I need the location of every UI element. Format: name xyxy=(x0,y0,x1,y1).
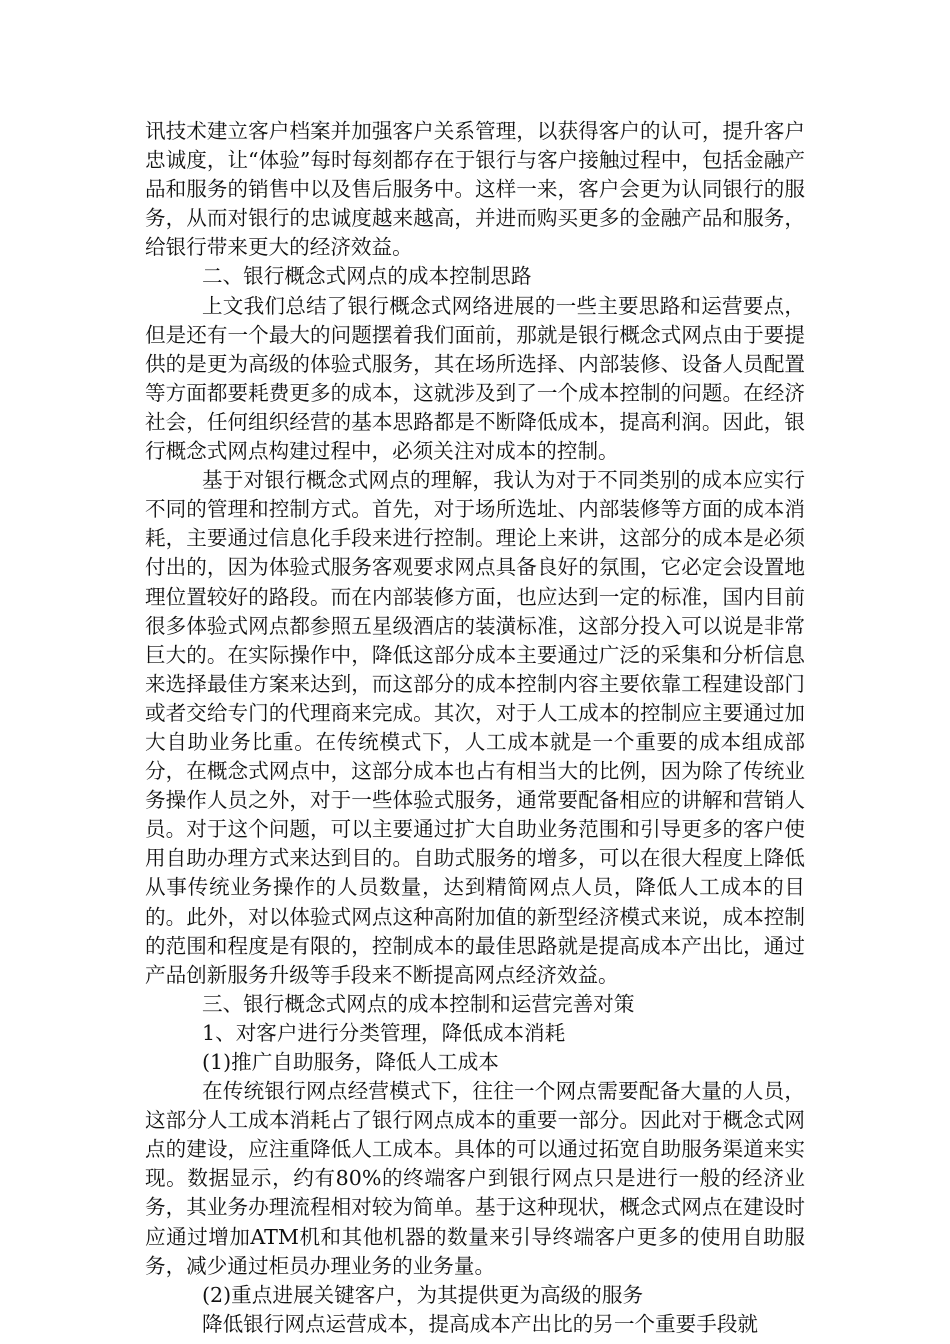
paragraph: 上文我们总结了银行概念式网络进展的一些主要思路和运营要点，但是还有一个最大的问题摆着我们面前，那就是银行概念式网点由于要提供的是更为高级的体验式服务，其在场所选择、内部装修、设备人员配置等方面都要耗费更多的成本，这就涉及到了一个成本控制的问题。在经济社会，任何组织经营的基本思路都是不断降低成本，提高利润。因此，银行概念式网点构建过程中，必须关注对成本的控制。 xyxy=(145,293,805,464)
sub-subsection-heading-1: (1)推广自助服务，降低人工成本 xyxy=(202,1050,499,1074)
subsection-heading-1: 1、对客户进行分类管理，降低成本消耗 xyxy=(202,1020,566,1045)
paragraph: 降低银行网点运营成本，提高成本产出比的另一个重要手段就 xyxy=(202,1311,759,1336)
section-heading-2: 二、银行概念式网点的成本控制思路 xyxy=(202,264,532,289)
paragraph-continuation: 讯技术建立客户档案并加强客户关系管理，以获得客户的认可，提升客户忠诚度，让“体验”每时每刻都存在于银行与客户接触过程中，包括金融产品和服务的销售中以及售后服务中。这样一来，客户会更为认同银行的服务，从而对银行的忠诚度越来越高，并进而购买更多的金融产品和服务，给银行带来更大的经济效益。 xyxy=(145,119,805,260)
document-page xyxy=(145,117,805,1339)
paragraph: 基于对银行概念式网点的理解，我认为对于不同类别的成本应实行不同的管理和控制方式。首先，对于场所选址、内部装修等方面的成本消耗，主要通过信息化手段来进行控制。理论上来讲，这部分的成本是必须付出的，因为体验式服务客观要求网点具备良好的氛围，它必定会设置地理位置较好的路段。而在内部装修方面，也应达到一定的标准，国内目前很多体验式网点都参照五星级酒店的装潢标准，这部分投入可以说是非常巨大的。在实际操作中，降低这部分成本主要通过广泛的采集和分析信息来选择最佳方案来达到，而这部分的成本控制内容主要依靠工程建设部门或者交给专门的代理商来完成。其次，对于人工成本的控制应主要通过加大自助业务比重。在传统模式下，人工成本就是一个重要的成本组成部分，在概念式网点中，这部分成本也占有相当大的比例，因为除了传统业务操作人员之外，对于一些体验式服务，通常要配备相应的讲解和营销人员。对于这个问题，可以主要通过扩大自助业务范围和引导更多的客户使用自助办理方式来达到目的。自助式服务的增多，可以在很大程度上降低从事传统业务操作的人员数量，达到精简网点人员，降低人工成本的目的。此外，对以体验式网点这种高附加值的新型经济模式来说，成本控制的范围和程度是有限的，控制成本的最佳思路就是提高成本产出比，通过产品创新服务升级等手段来不断提高网点经济效益。 xyxy=(145,468,805,987)
paragraph: 在传统银行网点经营模式下，往往一个网点需要配备大量的人员，这部分人工成本消耗占了银行网点成本的重要一部分。因此对于概念式网点的建设，应注重降低人工成本。具体的可以通过拓宽自助服务渠道来实现。数据显示，约有80%的终端客户到银行网点只是进行一般的经济业务，其业务办理流程相对较为简单。基于这种现状，概念式网点在建设时应通过增加ATM机和其他机器的数量来引导终端客户更多的使用自助服务，减少通过柜员办理业务的业务量。 xyxy=(145,1079,805,1278)
section-heading-3: 三、银行概念式网点的成本控制和运营完善对策 xyxy=(202,991,635,1016)
sub-subsection-heading-2: (2)重点进展关键客户，为其提供更为高级的服务 xyxy=(202,1282,644,1307)
